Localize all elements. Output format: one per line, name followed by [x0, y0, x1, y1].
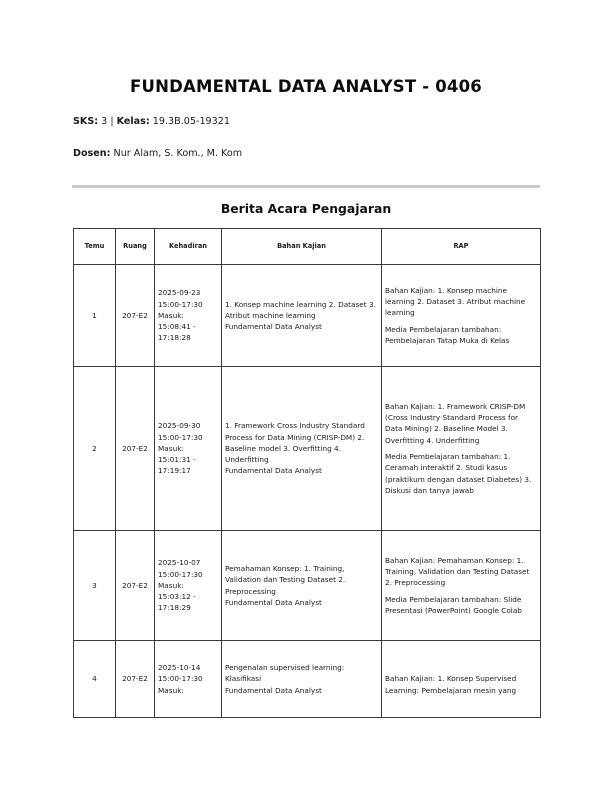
- rap-media: Media Pembelajaran tambahan: 1. Ceramah interaktif 2. Studi kasus (praktikum dengan dataset Diabetes) 3. Diskusi dan tanya jawab: [385, 452, 532, 495]
- attendance-in-time: 15:03:12 -: [158, 592, 196, 602]
- rap-bahan-kajian: Bahan Kajian: 1. Konsep machine learning 2. Dataset 3. Atribut machine learning: [385, 285, 526, 318]
- cell-temu: 3: [74, 531, 116, 641]
- cell-kehadiran: [155, 531, 222, 641]
- course-meta-line: [73, 116, 230, 127]
- header-rap: RAP: [382, 229, 541, 265]
- attendance-date: 2025-10-14: [158, 663, 201, 673]
- table-row: [74, 265, 541, 367]
- cell-temu: 2: [74, 367, 116, 531]
- attendance-schedule: 15:00-17:30: [158, 432, 203, 442]
- header-kehadiran: Kehadiran: [155, 229, 222, 265]
- cell-bahan-kajian: [222, 265, 382, 367]
- attendance-out-time: 17:18:28: [158, 333, 191, 343]
- cell-ruang: 207-E2: [116, 265, 155, 367]
- cell-kehadiran: [155, 265, 222, 367]
- rap-bahan-kajian: Bahan Kajian: 1. Konsep Supervised Learning: Pembelajaran mesin yang: [385, 674, 517, 695]
- section-title: Berita Acara Pengajaran: [220, 201, 392, 216]
- cell-rap: [382, 265, 541, 367]
- cell-bahan-kajian: [222, 641, 382, 718]
- cell-ruang: 207-E2: [116, 531, 155, 641]
- bahan-topics: Pemahaman Konsep: 1. Training, Validation dan Testing Dataset 2. Preprocessing: [225, 563, 346, 596]
- sks-label: SKS:: [73, 116, 99, 127]
- bahan-topics: 1. Konsep machine learning 2. Dataset 3. Atribut machine learning: [225, 299, 376, 320]
- bahan-course: Fundamental Data Analyst: [225, 322, 322, 332]
- header-bahan-kajian: Bahan Kajian: [222, 229, 382, 265]
- bahan-topics: Pengenalan supervised learning: Klasifikasi: [225, 663, 345, 684]
- cell-kehadiran: [155, 367, 222, 531]
- attendance-date: 2025-09-30: [158, 421, 201, 431]
- cell-rap: [382, 641, 541, 718]
- rap-bahan-kajian: Bahan Kajian: Pemahaman Konsep: 1. Training, Validation dan Testing Dataset 2. Preprocessing: [385, 555, 530, 588]
- kelas-label: Kelas:: [116, 116, 150, 127]
- kelas-value: 19.3B.05-19321: [152, 116, 230, 127]
- cell-rap: [382, 367, 541, 531]
- table-header-row: [74, 229, 541, 265]
- meta-separator: |: [110, 116, 114, 127]
- dosen-value: Nur Alam, S. Kom., M. Kom: [113, 148, 243, 159]
- attendance-label: Masuk:: [158, 310, 184, 320]
- teaching-record-table: [73, 228, 541, 718]
- cell-kehadiran: [155, 641, 222, 718]
- attendance-in-time: 15:08:41 -: [158, 322, 196, 332]
- bahan-course: Fundamental Data Analyst: [225, 597, 322, 607]
- rap-bahan-kajian: Bahan Kajian: 1. Framework CRISP-DM (Cross Industry Standard Process for Data Mining) 2. Baseline Model 3. Overfitting 4. Underfitting: [385, 401, 526, 445]
- bahan-course: Fundamental Data Analyst: [225, 685, 322, 695]
- rap-media: Media Pembelajaran tambahan: Slide Presentasi (PowerPoint) Google Colab: [385, 594, 522, 615]
- table-row: [74, 531, 541, 641]
- attendance-schedule: 15:00-17:30: [158, 299, 203, 309]
- cell-bahan-kajian: [222, 531, 382, 641]
- header-temu: Temu: [74, 229, 116, 265]
- bahan-topics: 1. Framework Cross Industry Standard Process for Data Mining (CRISP-DM) 2. Baseline model 3. Overfitting 4. Underfitting: [225, 421, 365, 465]
- dosen-label: Dosen:: [73, 148, 111, 159]
- section-divider: [72, 185, 540, 188]
- rap-media: Media Pembelajaran tambahan: Pembelajaran Tatap Muka di Kelas: [385, 324, 510, 345]
- sks-value: 3: [101, 116, 108, 127]
- cell-temu: 1: [74, 265, 116, 367]
- attendance-label: Masuk:: [158, 685, 184, 695]
- bahan-course: Fundamental Data Analyst: [225, 466, 322, 476]
- cell-ruang: 207-E2: [116, 367, 155, 531]
- attendance-out-time: 17:19:17: [158, 466, 191, 476]
- cell-temu: 4: [74, 641, 116, 718]
- attendance-label: Masuk:: [158, 580, 184, 590]
- table-row: [74, 367, 541, 531]
- cell-ruang: 207-E2: [116, 641, 155, 718]
- attendance-schedule: 15:00-17:30: [158, 569, 203, 579]
- cell-bahan-kajian: [222, 367, 382, 531]
- attendance-label: Masuk:: [158, 443, 184, 453]
- attendance-date: 2025-10-07: [158, 558, 201, 568]
- lecturer-line: [73, 148, 242, 159]
- table-row: [74, 641, 541, 718]
- attendance-schedule: 15:00-17:30: [158, 674, 203, 684]
- attendance-date: 2025-09-23: [158, 288, 201, 298]
- header-ruang: Ruang: [116, 229, 155, 265]
- document-title: FUNDAMENTAL DATA ANALYST - 0406: [130, 77, 482, 96]
- attendance-out-time: 17:18:29: [158, 603, 191, 613]
- attendance-in-time: 15:01:31 -: [158, 455, 196, 465]
- cell-rap: [382, 531, 541, 641]
